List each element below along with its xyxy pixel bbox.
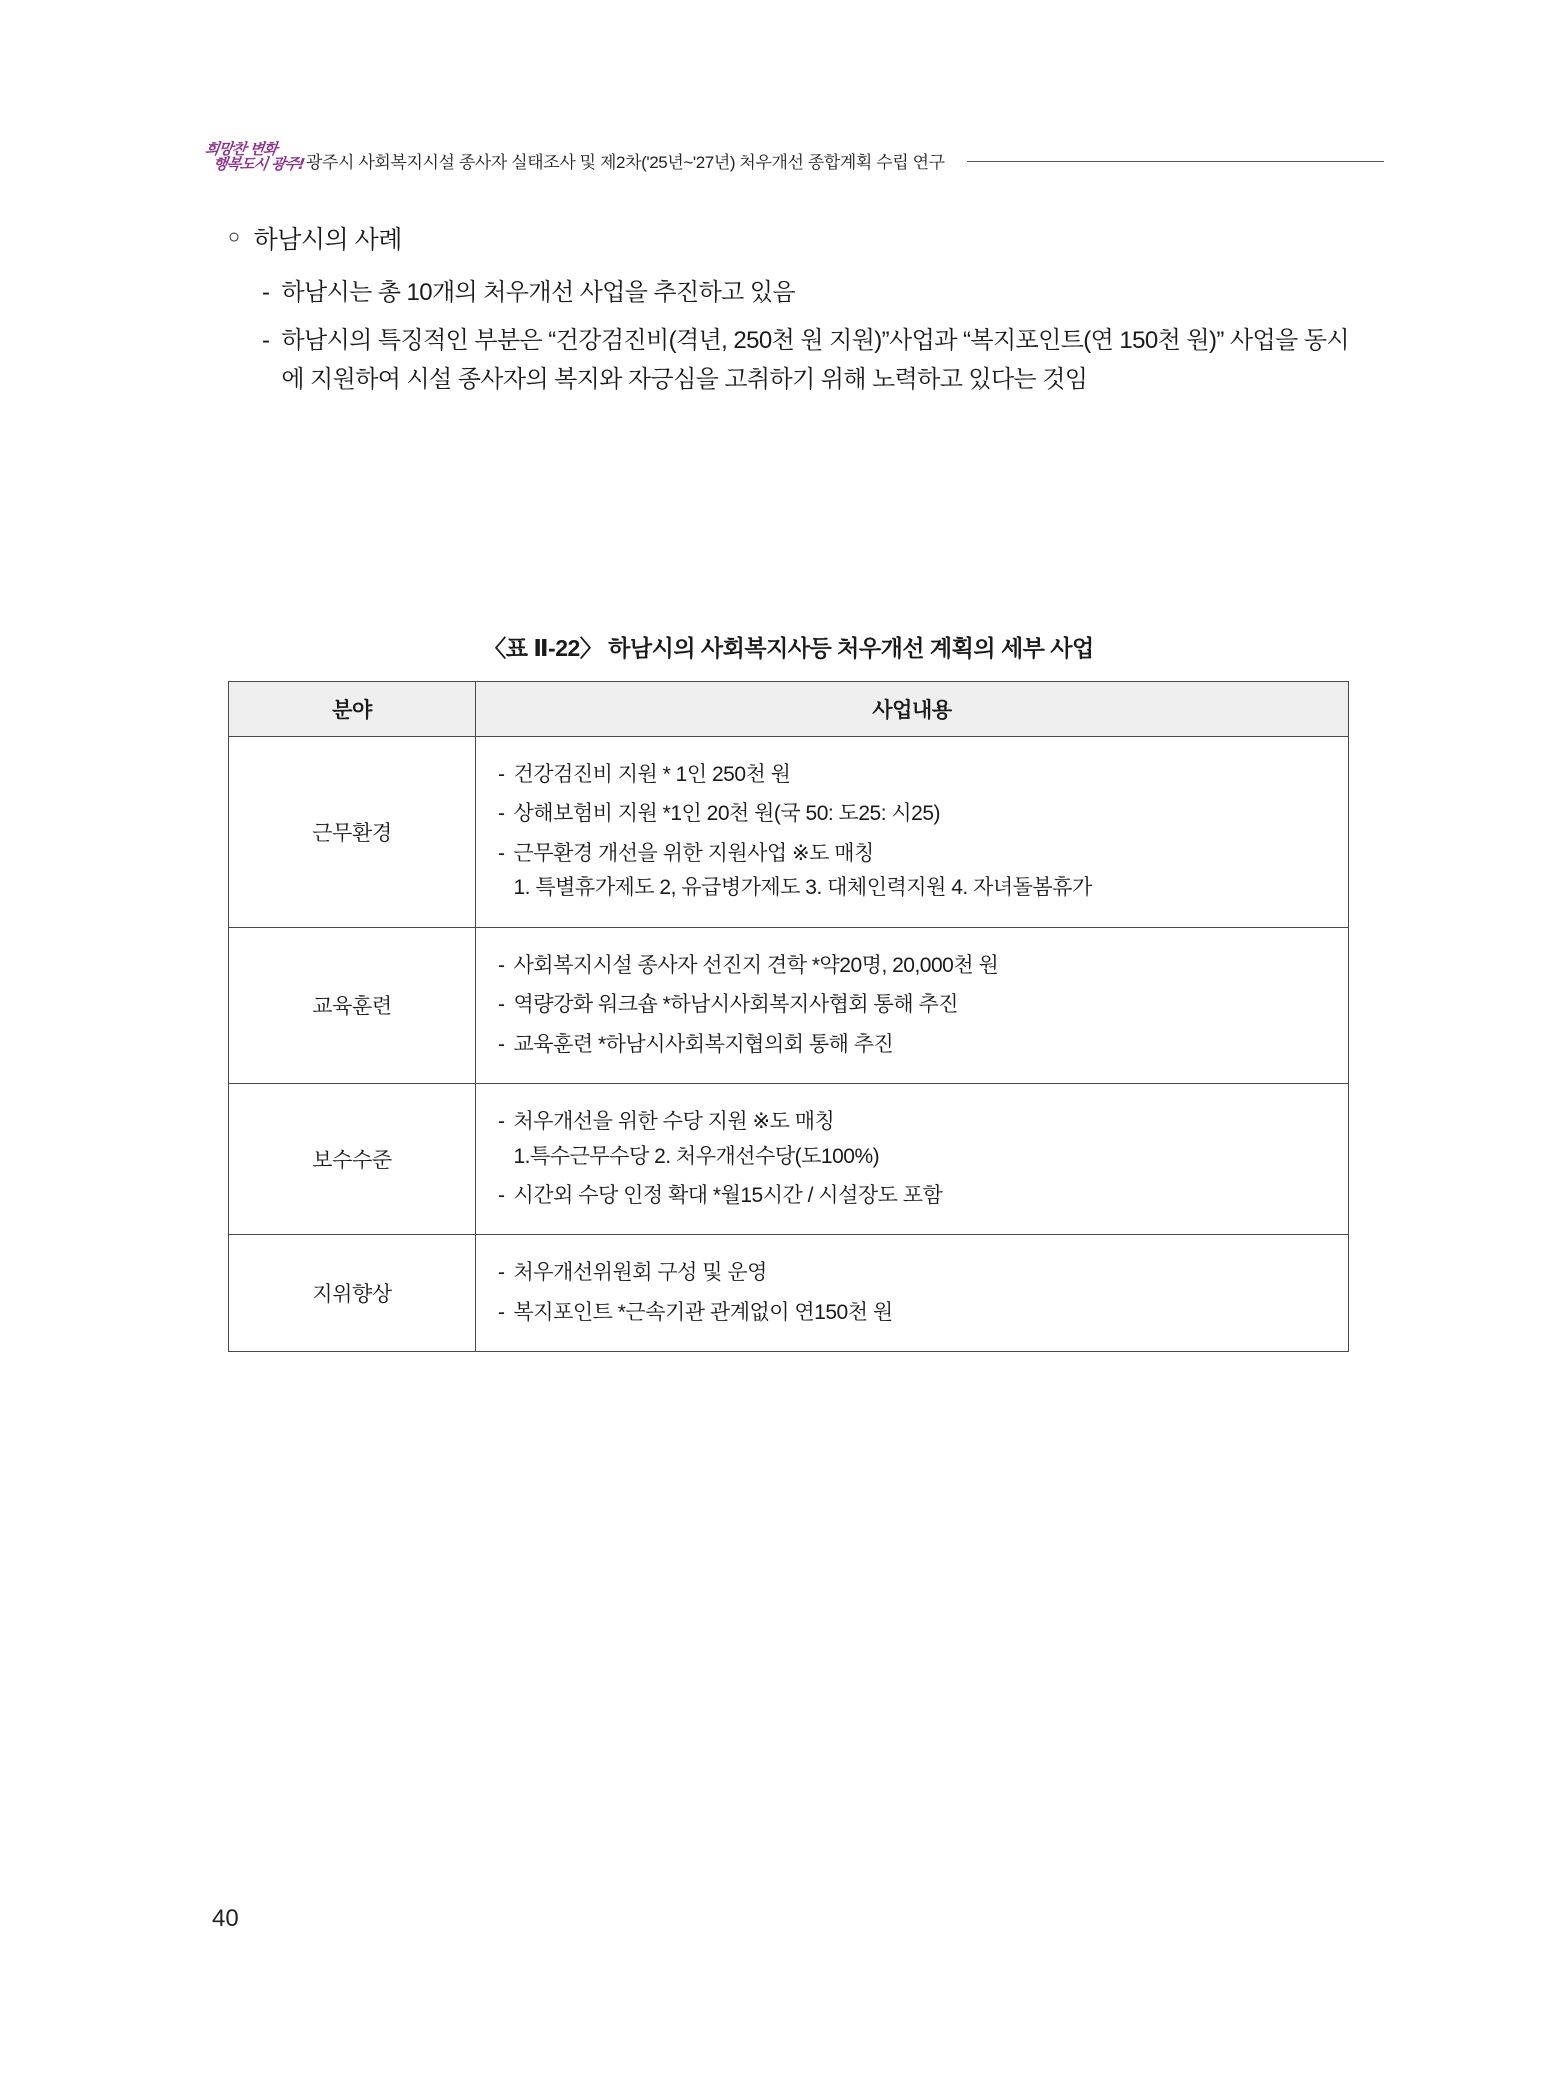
list-item <box>262 322 1349 400</box>
content-list-item-text: 처우개선위원회 구성 및 운영 <box>513 1261 767 1285</box>
content-list-item <box>498 1107 1348 1172</box>
section-heading <box>228 222 1349 260</box>
dash-bullet-icon: - <box>498 1300 505 1324</box>
detail-table <box>228 681 1349 1352</box>
city-logo-line2: 행복도시 광주! <box>211 155 306 173</box>
content-list-item-text <box>514 839 1349 904</box>
list-item-text: 하남시의 특징적인 부분은 “건강검진비(격년, 250천 원 지원)”사업과 “복지포인트(연 150천 원)” 사업을 동시에 지원하여 시설 종사자의 복지와 자긍심을 고취하기 위해 노력하고 있다는 것임 <box>281 327 1349 394</box>
column-header-field: 분야 <box>229 682 476 737</box>
city-logo-line1: 희망찬 변화 <box>203 140 279 158</box>
content-list-item <box>498 1258 1348 1288</box>
dash-bullet-icon: - <box>498 763 505 786</box>
content-list-item-text <box>514 1107 1349 1172</box>
dash-bullet-icon: - <box>498 1183 505 1207</box>
dash-bullet-icon: - <box>262 327 270 355</box>
content-list-item <box>498 839 1348 904</box>
column-header-content: 사업내용 <box>476 682 1349 737</box>
list-item-text: 하남시는 총 10개의 처우개선 사업을 추진하고 있음 <box>281 278 795 306</box>
content-list-item-text: 건강검진비 지원 * 1인 250천 원 <box>513 763 791 786</box>
content-list-item <box>498 799 1348 829</box>
table-header-row <box>229 682 1349 737</box>
content-list-item <box>498 951 1348 981</box>
dash-bullet-icon: - <box>498 1110 505 1134</box>
list-item <box>262 274 1349 313</box>
content-list-item <box>498 760 1348 790</box>
table-body <box>229 737 1349 1352</box>
content-list-item-text: 상해보험비 지원 *1인 20천 원(국 50: 도25: 시25) <box>513 802 940 826</box>
content-list-item-main: 처우개선을 위한 수당 지원 ※도 매칭 <box>513 1110 835 1134</box>
content-list <box>498 760 1348 904</box>
content-list-item-text: 시간외 수당 인정 확대 *월15시간 / 시설장도 포함 <box>513 1183 943 1207</box>
content-list-item <box>498 1181 1348 1211</box>
circle-bullet-icon: ○ <box>228 226 240 248</box>
table-block <box>228 584 1349 1352</box>
table-caption: 〈표 Ⅱ-22〉 하남시의 사회복지사등 처우개선 계획의 세부 사업 <box>483 635 1094 661</box>
dash-bullet-icon: - <box>498 841 505 865</box>
header-divider <box>967 161 1384 162</box>
content-list-item <box>498 990 1348 1020</box>
dash-bullet-icon: - <box>498 1032 505 1056</box>
cell-field: 보수수준 <box>229 1084 476 1235</box>
content-list-item-text: 사회복지시설 종사자 선진지 견학 *약20명, 20,000천 원 <box>513 953 999 977</box>
content-list <box>498 951 1348 1060</box>
cell-content <box>476 737 1349 928</box>
dash-bullet-icon: - <box>498 1261 505 1285</box>
dash-bullet-icon: - <box>498 802 505 826</box>
content-list-item-sub: 1.특수근무수당 2. 처우개선수당(도100%) <box>513 1144 880 1168</box>
content-list-item-text: 역량강화 워크숍 *하남시사회복지사협회 통해 추진 <box>513 993 959 1017</box>
header-title: 광주시 사회복지시설 종사자 실태조사 및 제2차('25년~'27년) 처우개선 종합계획 수립 연구 <box>306 152 945 172</box>
dash-bullet-icon: - <box>498 993 505 1017</box>
section-content <box>228 222 1349 410</box>
running-header <box>205 140 1384 180</box>
cell-content <box>476 927 1349 1083</box>
content-list-item <box>498 1298 1348 1328</box>
table-row <box>229 927 1349 1083</box>
content-list-item <box>498 1030 1348 1060</box>
table-row <box>229 1084 1349 1235</box>
content-list-item-text: 복지포인트 *근속기관 관계없이 연150천 원 <box>513 1300 893 1324</box>
content-list <box>498 1107 1348 1211</box>
table-row <box>229 1235 1349 1352</box>
cell-field: 지위향상 <box>229 1235 476 1352</box>
table-row <box>229 737 1349 928</box>
section-heading-text: 하남시의 사례 <box>253 226 402 254</box>
city-logo <box>203 140 306 173</box>
table-head <box>229 682 1349 737</box>
content-list <box>498 1258 1348 1328</box>
content-list-item-text: 교육훈련 *하남시사회복지협의회 통해 추진 <box>513 1032 894 1056</box>
cell-content <box>476 1235 1349 1352</box>
dash-bullet-icon: - <box>262 278 270 306</box>
content-list-item-sub: 1. 특별휴가제도 2, 유급병가제도 3. 대체인력지원 4. 자녀돌봄휴가 <box>513 876 1092 900</box>
cell-field: 교육훈련 <box>229 927 476 1083</box>
dash-bullet-icon: - <box>498 953 505 977</box>
page-number: 40 <box>212 1905 239 1932</box>
cell-field: 근무환경 <box>229 737 476 928</box>
cell-content <box>476 1084 1349 1235</box>
content-list-item-main: 근무환경 개선을 위한 지원사업 ※도 매칭 <box>513 841 874 865</box>
